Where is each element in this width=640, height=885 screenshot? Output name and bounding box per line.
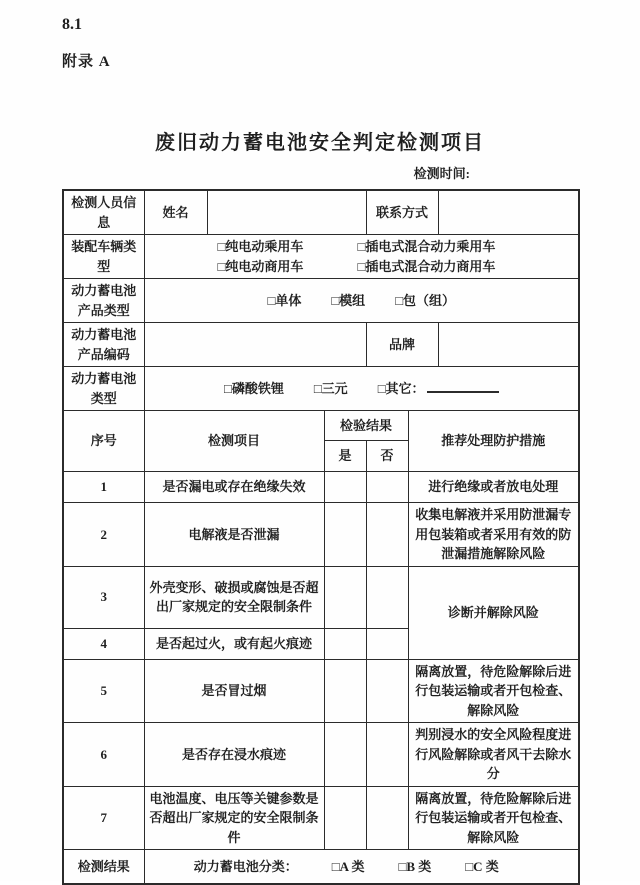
test-time-text: 检测时间:: [413, 166, 470, 181]
checkbox-ternary: □三元: [313, 381, 348, 397]
checkbox-pack: □包（组）: [395, 292, 456, 308]
classification-label: 动力蓄电池分类：: [193, 858, 298, 874]
row5-no-cell: [366, 659, 408, 723]
row4-item: 是否起过火，或有起火痕迹: [144, 628, 324, 659]
row4-yes-cell: [324, 628, 366, 659]
header-no-option: 否: [366, 441, 408, 472]
test-time-label: [62, 163, 578, 182]
product-type-label: 动力蓄电池产品类型: [63, 279, 144, 323]
row-battery-type: [63, 367, 579, 411]
row-personnel: [63, 190, 579, 235]
row6-item: 是否存在浸水痕迹: [144, 723, 324, 787]
page-title: 废旧动力蓄电池安全判定检测项目: [155, 132, 485, 154]
row3-item: 外壳变形、破损或腐蚀是否超出厂家规定的安全限制条件: [144, 566, 324, 628]
row6-no: 6: [63, 723, 144, 787]
row6-yes-cell: [324, 723, 366, 787]
brand-label: 品牌: [366, 323, 438, 367]
inspection-form-table: [62, 189, 580, 885]
section-number: 8.1: [62, 16, 82, 33]
header-yes: 是: [324, 441, 366, 472]
row1-yes-cell: [324, 472, 366, 503]
row3-no: 3: [63, 566, 144, 628]
checkbox-other: □其它：: [378, 378, 499, 399]
header-no: 序号: [63, 411, 144, 472]
table-row: [63, 786, 579, 850]
name-value-cell: [207, 190, 366, 235]
row5-measure: 隔离放置，待危险解除后进行包装运输或者开包检查、解除风险: [408, 659, 579, 723]
row6-no-cell: [366, 723, 408, 787]
row5-yes-cell: [324, 659, 366, 723]
row2-no: 2: [63, 503, 144, 567]
vehicle-type-label: 装配车辆类型: [63, 235, 144, 279]
table-header-row-1: [63, 411, 579, 441]
checkbox-module: □模组: [331, 292, 366, 308]
checkbox-class-a: □A 类: [331, 858, 365, 874]
table-row: [63, 723, 579, 787]
contact-value-cell: [438, 190, 579, 235]
brand-value-cell: [438, 323, 579, 367]
battery-type-options: [144, 367, 579, 411]
checkbox-phev-passenger: □插电式混合动力乘用车: [357, 239, 496, 254]
checkbox-class-c: □C 类: [465, 858, 499, 874]
row1-item: 是否漏电或存在绝缘失效: [144, 472, 324, 503]
header-item: 检测项目: [144, 411, 324, 472]
header-measures: 推荐处理防护措施: [408, 411, 579, 472]
personnel-label: 检测人员信息: [63, 190, 144, 235]
table-row: [63, 503, 579, 567]
table-row: [63, 472, 579, 503]
row7-no: 7: [63, 786, 144, 850]
row4-no-cell: [366, 628, 408, 659]
appendix-label: 附录 A: [62, 54, 111, 70]
checkbox-ev-passenger: □纯电动乘用车: [217, 239, 304, 254]
row-result: [63, 850, 579, 884]
row-product-code: [63, 323, 579, 367]
row7-no-cell: [366, 786, 408, 850]
row1-no-cell: [366, 472, 408, 503]
row3-4-measure: 诊断并解除风险: [408, 566, 579, 659]
row5-item: 是否冒过烟: [144, 659, 324, 723]
vehicle-type-options: [144, 235, 579, 279]
contact-label: 联系方式: [366, 190, 438, 235]
row3-no-cell: [366, 566, 408, 628]
row4-no: 4: [63, 628, 144, 659]
header-result: 检验结果: [324, 411, 408, 441]
checkbox-ev-commercial: □纯电动商用车: [217, 258, 304, 274]
row7-measure: 隔离放置，待危险解除后进行包装运输或者开包检查、解除风险: [408, 786, 579, 850]
row2-item: 电解液是否泄漏: [144, 503, 324, 567]
other-blank-line: [427, 378, 499, 393]
battery-type-label: 动力蓄电池类型: [63, 367, 144, 411]
row2-measure: 收集电解液并采用防泄漏专用包装箱或者采用有效的防泄漏措施解除风险: [408, 503, 579, 567]
checkbox-lfp: □磷酸铁锂: [223, 381, 284, 397]
row1-measure: 进行绝缘或者放电处理: [408, 472, 579, 503]
result-label: 检测结果: [63, 850, 144, 884]
name-label: 姓名: [144, 190, 207, 235]
row-product-type: [63, 279, 579, 323]
row6-measure: 判别浸水的安全风险程度进行风险解除或者风干去除水分: [408, 723, 579, 787]
result-classification: [144, 850, 579, 884]
product-code-label: 动力蓄电池产品编码: [63, 323, 144, 367]
product-type-options: [144, 279, 579, 323]
row3-yes-cell: [324, 566, 366, 628]
row5-no: 5: [63, 659, 144, 723]
table-row: [63, 566, 579, 628]
product-code-value-cell: [144, 323, 366, 367]
row2-yes-cell: [324, 503, 366, 567]
row2-no-cell: [366, 503, 408, 567]
checkbox-cell: □单体: [267, 292, 302, 308]
row7-yes-cell: [324, 786, 366, 850]
row7-item: 电池温度、电压等关键参数是否超出厂家规定的安全限制条件: [144, 786, 324, 850]
row-vehicle-type: [63, 235, 579, 279]
row1-no: 1: [63, 472, 144, 503]
checkbox-phev-commercial: □插电式混合动力商用车: [357, 258, 496, 274]
table-row: [63, 659, 579, 723]
checkbox-class-b: □B 类: [398, 858, 432, 874]
